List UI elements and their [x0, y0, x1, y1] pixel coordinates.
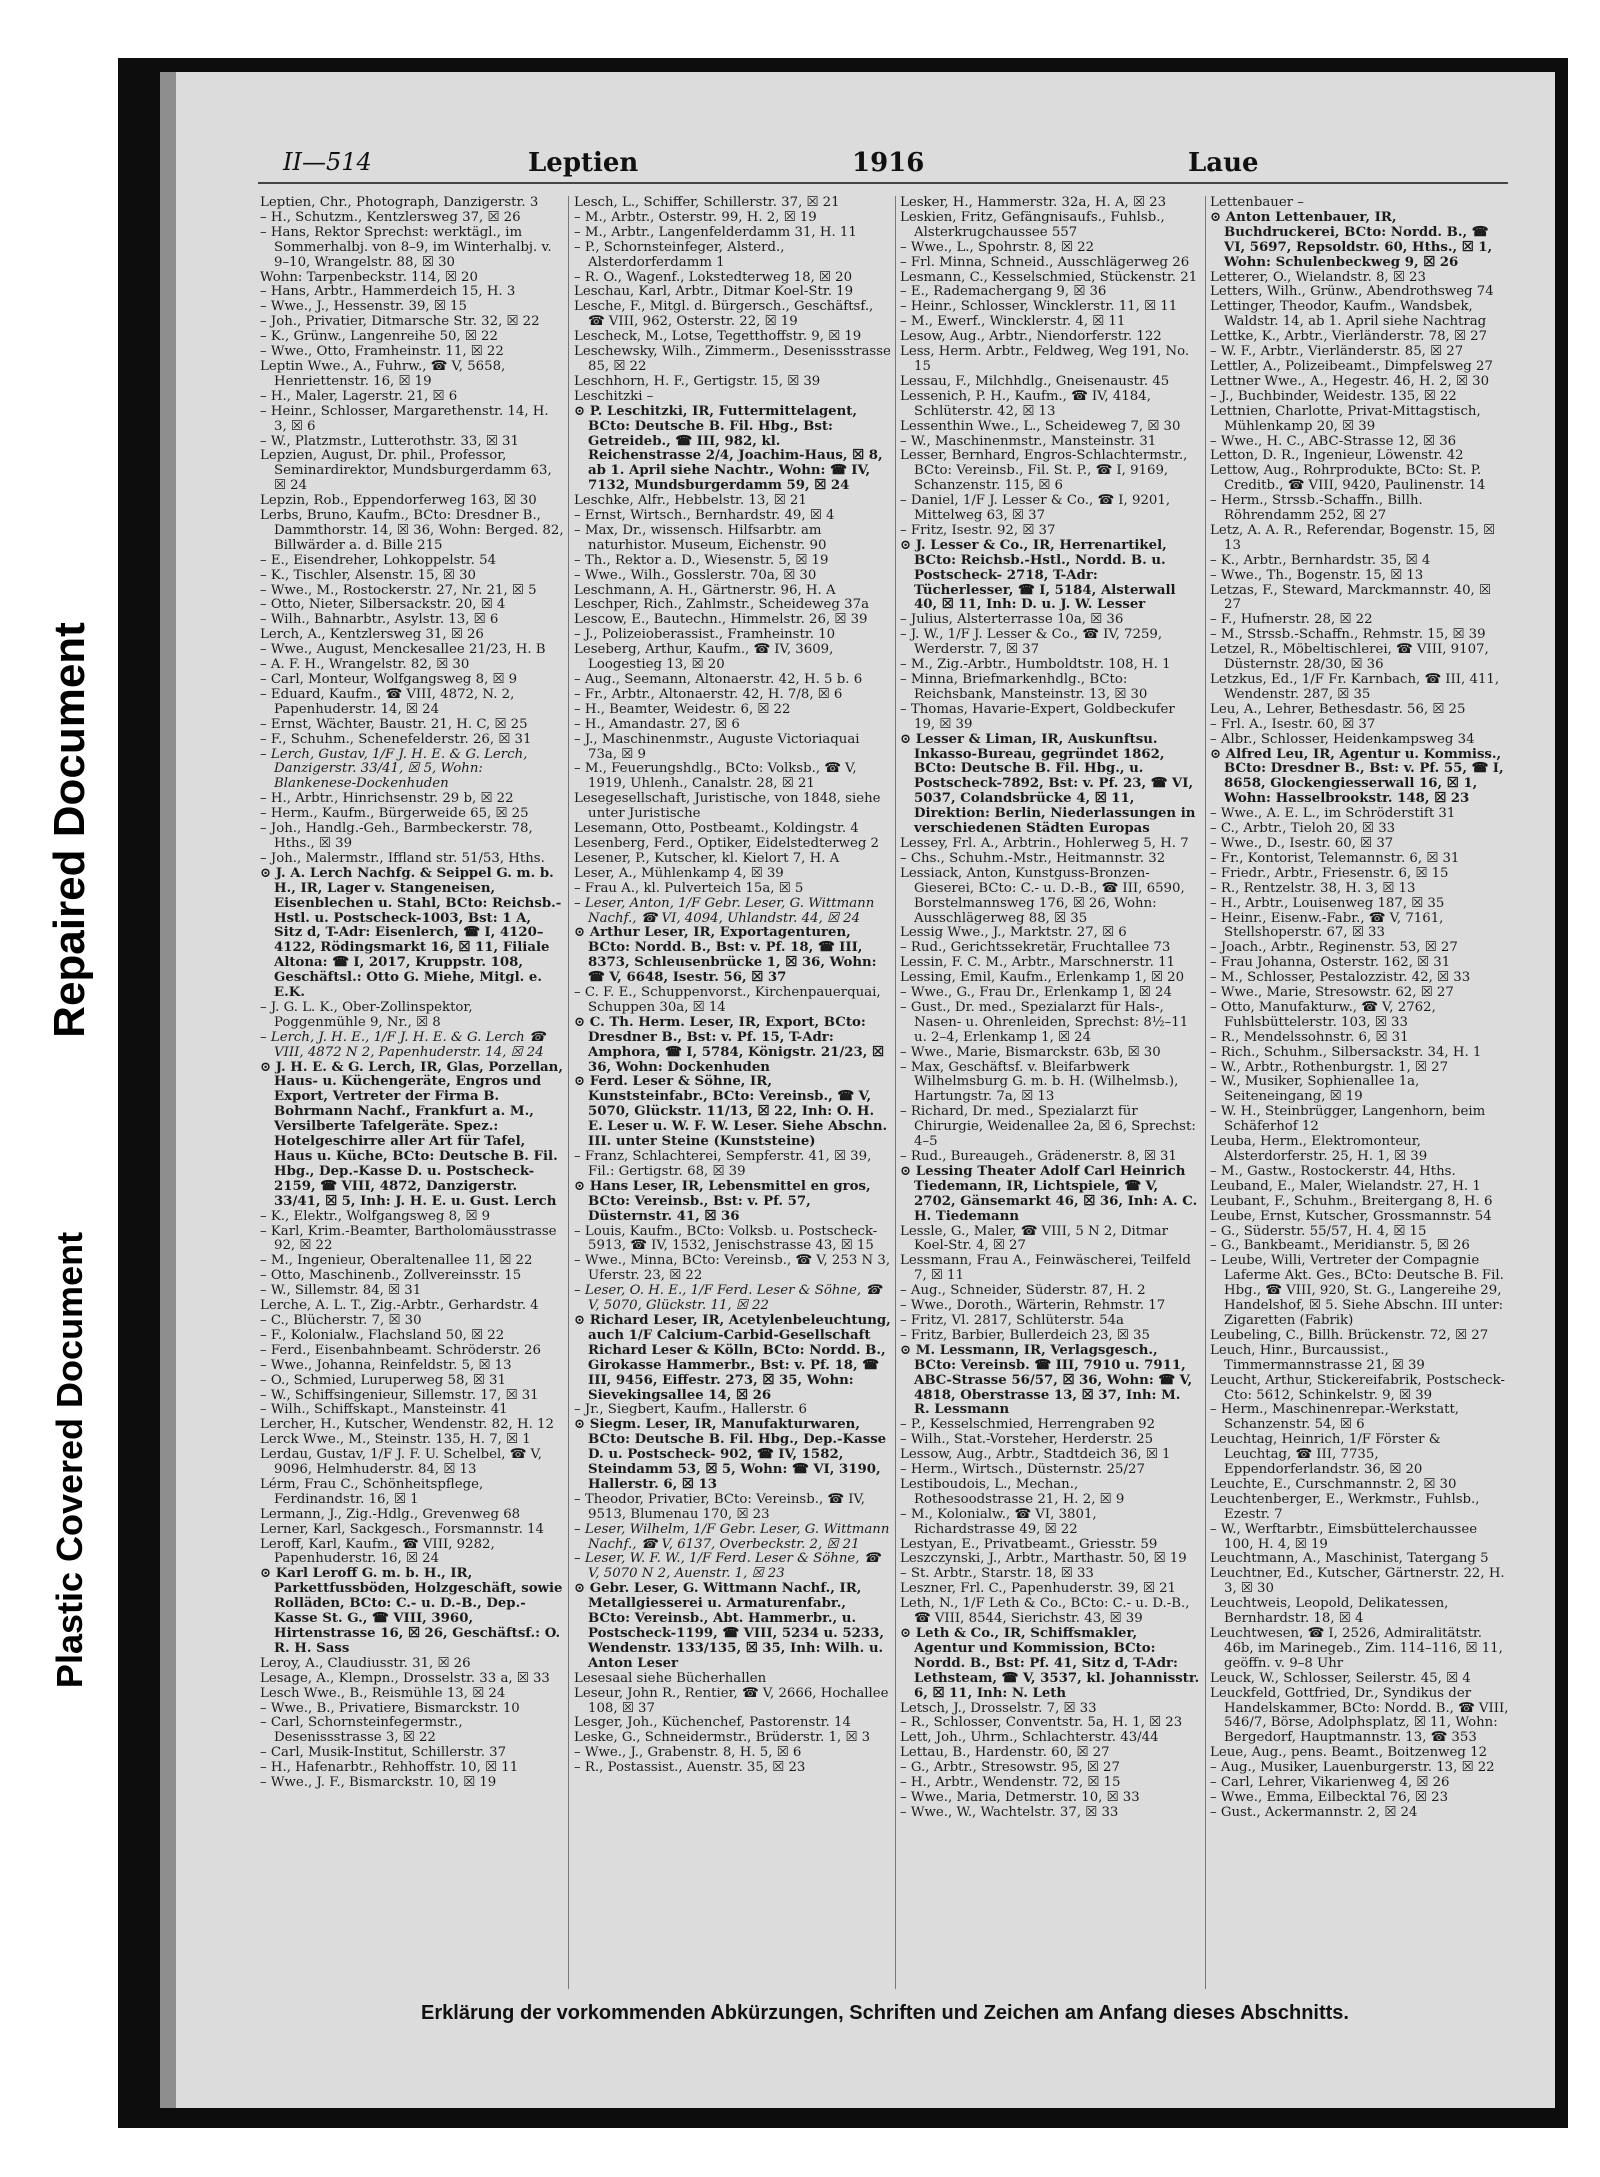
directory-entry: ⊙ Lessing Theater Adolf Carl Heinrich Tiedemann, IR, Lichtspiele, ☎ V, 2702, Gänsemarkt 46, ☒ 36, Inh: A. C. H. Tiedemann	[900, 1163, 1198, 1224]
repaired-document-label: Repaired Document	[45, 622, 94, 1038]
directory-entry: – Julius, Alsterterrasse 10a, ☒ 36	[900, 612, 1124, 628]
directory-entry: Lerche, A. L. T., Zig.-Arbtr., Gerhardstr. 4	[260, 1298, 539, 1314]
directory-entry: – K., Arbtr., Bernhardstr. 35, ☒ 4	[1210, 552, 1431, 568]
directory-entry: – R. O., Wagenf., Lokstedterweg 18, ☒ 20	[574, 269, 853, 285]
directory-entry: – M., Zig.-Arbtr., Humboldtstr. 108, H. 1	[900, 657, 1171, 673]
directory-entry: – Joach., Arbtr., Reginenstr. 53, ☒ 27	[1210, 940, 1458, 956]
directory-entry: – Heinr., Schlosser, Wincklerstr. 11, ☒ 11	[900, 299, 1178, 315]
directory-entry: – Joh., Privatier, Ditmarsche Str. 32, ☒ 22	[260, 314, 540, 330]
directory-entry: Lessig Wwe., J., Marktstr. 27, ☒ 6	[900, 925, 1127, 941]
directory-entry: Leuchte, E., Curschmannstr. 2, ☒ 30	[1210, 1476, 1457, 1492]
directory-entry: Lettke, K., Arbtr., Vierländerstr. 78, ☒ 27	[1210, 329, 1488, 345]
directory-entry: – Wilh., Stat.-Vorsteher, Herderstr. 25	[900, 1432, 1154, 1448]
directory-entry: Lessiack, Anton, Kunstguss-Bronzen-Gieserei, BCto: C.- u. D.-B., ☎ III, 6590, Borstelmannsweg 176, ☒ 26, Wohn: Ausschlägerweg 88, ☒ 35	[900, 865, 1185, 926]
directory-entry: – M., Kolonialw., ☎ VI, 3801, Richardstrasse 49, ☒ 22	[900, 1506, 1097, 1537]
directory-entry: – Joh., Malermstr., Iffland str. 51/53, Hths.	[260, 850, 545, 866]
directory-entry: – Wwe., H. C., ABC-Strasse 12, ☒ 36	[1210, 433, 1457, 449]
directory-entry: – Aug., Schneider, Süderstr. 87, H. 2	[900, 1283, 1146, 1299]
directory-entry: Leskien, Fritz, Gefängnisaufs., Fuhlsb., Alsterkrugchaussee 557	[900, 209, 1165, 240]
directory-entry: – Ernst, Wirtsch., Bernhardstr. 49, ☒ 4	[574, 508, 835, 524]
directory-entry: – H., Schutzm., Kentzlersweg 37, ☒ 26	[260, 209, 521, 225]
directory-entry: – Leser, Wilhelm, 1/F Gebr. Leser, G. Wittmann Nachf., ☎ V, 6137, Overbeckstr. 2, ☒ 21	[574, 1521, 890, 1552]
directory-entry: – Fritz, Barbier, Bullerdeich 23, ☒ 35	[900, 1327, 1150, 1343]
directory-entry: – F., Schuhm., Schenefelderstr. 26, ☒ 31	[260, 731, 532, 747]
directory-entry: Leu, A., Lehrer, Bethesdastr. 56, ☒ 25	[1210, 701, 1466, 717]
directory-entry: – Wilh., Schiffskapt., Mansteinstr. 41	[260, 1402, 508, 1418]
directory-entry: Leuck, W., Schlosser, Seilerstr. 45, ☒ 4	[1210, 1670, 1471, 1686]
directory-entry: Lettinger, Theodor, Kaufm., Wandsbek, Waldstr. 14, ab 1. April siehe Nachtrag	[1210, 299, 1487, 330]
directory-entry: Lesegesellschaft, Juristische, von 1848, siehe unter Juristische	[574, 791, 881, 822]
directory-entry: Lerbs, Bruno, Kaufm., BCto: Dresdner B., Dammthorstr. 14, ☒ 36, Wohn: Berged. 82, Billwärder a. d. Bille 215	[260, 508, 564, 553]
directory-entry: – Wwe., W., Wachtelstr. 37, ☒ 33	[900, 1804, 1119, 1820]
directory-entry: Lesow, Aug., Arbtr., Niendorferstr. 122	[900, 329, 1162, 345]
directory-entry: – H., Arbtr., Hinrichsenstr. 29 b, ☒ 22	[260, 791, 514, 807]
directory-entry: Leuba, Herm., Elektromonteur, Alsterdorferstr. 25, H. 1, ☒ 39	[1210, 1134, 1428, 1164]
directory-entry: – Ferd., Eisenbahnbeamt. Schröderstr. 26	[260, 1342, 541, 1358]
directory-entry: Leszner, Frl. C., Papenhuderstr. 39, ☒ 21	[900, 1581, 1177, 1597]
directory-entry: Leuchtenberger, E., Werkmstr., Fuhlsb., Ezestr. 7	[1210, 1491, 1480, 1522]
directory-entry: Leth, N., 1/F Leth & Co., BCto: C.- u. D.-B., ☎ VIII, 8544, Sierichstr. 43, ☒ 39	[900, 1596, 1190, 1627]
directory-entry: ⊙ M. Lessmann, IR, Verlagsgesch., BCto: Vereinsb. ☎ III, 7910 u. 7911, ABC-Strasse 56/57, ☒ 36, Wohn: ☎ V, 4818, Oberstrasse 13, ☒ 37, Inh: M. R. Lessmann	[900, 1342, 1193, 1418]
directory-entry: Lettnien, Charlotte, Privat-Mittagstisch, Mühlenkamp 20, ☒ 39	[1210, 403, 1481, 434]
directory-entry: – M., Arbtr., Osterstr. 99, H. 2, ☒ 19	[574, 209, 817, 225]
directory-entry: – H., Amandastr. 27, ☒ 6	[574, 716, 740, 732]
directory-entry: Leseberg, Arthur, Kaufm., ☎ IV, 3609, Loogestieg 13, ☒ 20	[574, 642, 834, 673]
directory-entry: ⊙ Richard Leser, IR, Acetylenbeleuchtung, auch 1/F Calcium-Carbid-Gesellschaft Richard Leser & Kölln, BCto: Nordd. B., Girokasse Hammerbr., Bst: v. Pf. 18, ☎ III, 9456, Eiffestr. 273, ☒ 35, Wohn: Sievekingsallee 14, ☒ 26	[574, 1312, 891, 1403]
directory-entry: – G., Süderstr. 55/57, H. 4, ☒ 15	[1210, 1223, 1427, 1239]
directory-entry: – J., Maschinenmstr., Auguste Victoriaquai 73a, ☒ 9	[574, 731, 860, 762]
directory-entry: – Wwe., Marie, Stresowstr. 62, ☒ 27	[1210, 985, 1454, 1001]
directory-entry: – Eduard, Kaufm., ☎ VIII, 4872, N. 2, Papenhuderstr. 14, ☒ 24	[260, 686, 515, 717]
directory-entry: – Herm., Strssb.-Schaffn., Billh. Röhrendamm 252, ☒ 27	[1210, 493, 1423, 524]
directory-entry: – P., Kesselschmied, Herrengraben 92	[900, 1417, 1156, 1433]
directory-entry: – Herm., Wirtsch., Düsternstr. 25/27	[900, 1462, 1145, 1478]
directory-entry: – H., Arbtr., Wendenstr. 72, ☒ 15	[900, 1775, 1121, 1791]
directory-entry: – Wwe., Th., Bogenstr. 15, ☒ 13	[1210, 567, 1424, 583]
directory-entry: Leuband, E., Maler, Wielandstr. 27, H. 1	[1210, 1178, 1481, 1194]
directory-entry: – P., Schornsteinfeger, Alsterd., Alsterdorferdamm 1	[574, 239, 785, 270]
directory-entry: – Rud., Bureaugeh., Grädenerstr. 8, ☒ 31	[900, 1149, 1177, 1164]
directory-entry: – E., Rademachergang 9, ☒ 36	[900, 284, 1107, 300]
directory-entry: Lestiboudois, L., Mechan., Rothesoodstrasse 21, H. 2, ☒ 9	[900, 1476, 1125, 1507]
directory-entry: Lessey, Frl. A., Arbtrin., Hohlerweg 5, H. 7	[900, 835, 1189, 851]
directory-entry: – H., Hafenarbtr., Rehhoffstr. 10, ☒ 11	[260, 1760, 519, 1776]
column-4	[1210, 196, 1510, 1989]
directory-entry: Leubant, F., Schuhm., Breitergang 8, H. 6	[1210, 1193, 1493, 1209]
directory-entry: – Carl, Lehrer, Vikarienweg 4, ☒ 26	[1210, 1775, 1450, 1791]
directory-entry: – Fritz, Vl. 2817, Schlüterstr. 54a	[900, 1312, 1124, 1328]
directory-entry: – Max, Dr., wissensch. Hilfsarbtr. am naturhistor. Museum, Eichenstr. 90	[574, 522, 827, 553]
directory-entry: Letzas, F., Steward, Marckmannstr. 40, ☒ 27	[1210, 582, 1491, 613]
directory-entry: – Jr., Siegbert, Kaufm., Hallerstr. 6	[574, 1402, 807, 1418]
directory-entry: – Carl, Monteur, Wolfgangsweg 8, ☒ 9	[260, 672, 518, 687]
directory-entry: ⊙ J. H. E. & G. Lerch, IR, Glas, Porzellan, Haus- u. Küchengeräte, Engros und Export, Vertreter der Firma B. Bohrmann Nachf., Frankfurt a. M., Versilberte Tafelgeräte. Spez.: Hotelgeschirre aller Art für Tafel, Haus u. Küche, BCto: Deutsche B. Fil. Hbg., Dep.-Kasse D. u. Postscheck- 2159, ☎ VIII, 4872, Danzigerstr. 33/41, ☒ 5, Inh: J. H. E. u. Gust. Lerch	[260, 1059, 563, 1209]
directory-entry: – W., Maschinenmstr., Mansteinstr. 31	[900, 433, 1157, 449]
directory-entry: Leschewsky, Wilh., Zimmerm., Desenissstrasse 85, ☒ 22	[574, 344, 891, 374]
directory-entry: Lerdau, Gustav, 1/F J. F. U. Schelbel, ☎ V, 9096, Helmhuderstr. 84, ☒ 13	[260, 1447, 542, 1478]
directory-entry: ⊙ Siegm. Leser, IR, Manufakturwaren, BCto: Deutsche B. Fil. Hbg., Dep.-Kasse D. u. Postscheck- 902, ☎ IV, 1582, Steindamm 53, ☒ 5, Wohn: ☎ VI, 3190, Hallerstr. 6, ☒ 13	[574, 1417, 887, 1492]
directory-entry: Leubeling, C., Billh. Brückenstr. 72, ☒ 27	[1210, 1327, 1489, 1343]
column-3	[900, 196, 1200, 1989]
directory-entry: – Rud., Gerichtssekretär, Fruchtallee 73	[900, 940, 1171, 956]
directory-entry: – Wwe., Emma, Eilbecktal 76, ☒ 23	[1210, 1789, 1449, 1805]
directory-entry: – Ernst, Wächter, Baustr. 21, H. C, ☒ 25	[260, 716, 528, 732]
directory-entry: Leschau, Karl, Arbtr., Ditmar Koel-Str. 19	[574, 284, 854, 300]
directory-entry: – K., Elektr., Wolfgangsweg 8, ☒ 9	[260, 1208, 491, 1224]
directory-entry: Leube, Ernst, Kutscher, Grossmannstr. 54	[1210, 1208, 1492, 1224]
directory-entry: – R., Rentzelstr. 38, H. 3, ☒ 13	[1210, 880, 1416, 896]
header-rule	[258, 182, 1508, 184]
directory-entry: – W. H., Steinbrügger, Langenhorn, beim Schäferhof 12	[1210, 1104, 1486, 1135]
directory-entry: ⊙ Lesser & Liman, IR, Auskunftsu. Inkasso-Bureau, gegründet 1862, BCto: Deutsche B. Fil. Hbg., u. Postscheck-7892, Bst: v. Pf. 23, ☎ VI, 5037, Colandsbrücke 4, ☒ 11, Direktion: Berlin, Niederlassungen in verschiedenen Städten Europas	[900, 731, 1196, 837]
column-1	[260, 196, 564, 1989]
directory-entry: Letsch, J., Drosselstr. 7, ☒ 33	[900, 1700, 1097, 1716]
directory-entry: – Wilh., Bahnarbtr., Asylstr. 13, ☒ 6	[260, 612, 499, 628]
directory-entry: Lérm, Frau C., Schönheitspflege, Ferdinandstr. 16, ☒ 1	[260, 1476, 484, 1507]
page-number: II—514	[283, 148, 372, 176]
column-divider	[895, 196, 896, 1989]
directory-entry: Lesenberg, Ferd., Optiker, Eidelstedterweg 2	[574, 835, 880, 851]
directory-entry: Lessow, Aug., Arbtr., Stadtdeich 36, ☒ 1	[900, 1447, 1171, 1463]
directory-entry: Lessing, Emil, Kaufm., Erlenkamp 1, ☒ 20	[900, 970, 1185, 986]
directory-entry: – W., Musiker, Sophienallee 1a, Seiteneingang, ☒ 19	[1210, 1074, 1420, 1105]
directory-entry: – Carl, Musik-Institut, Schillerstr. 37	[260, 1745, 507, 1761]
directory-entry: Lessin, F. C. M., Arbtr., Marschnerstr. 11	[900, 955, 1176, 971]
directory-entry: Letters, Wilh., Grünw., Abendrothsweg 74	[1210, 284, 1494, 300]
directory-entry: Leroy, A., Claudiusstr. 31, ☒ 26	[260, 1655, 471, 1671]
directory-entry: – Carl, Schornsteinfegermstr., Desenissstrasse 3, ☒ 22	[260, 1715, 463, 1746]
directory-entry: Lettow, Aug., Rohrprodukte, BCto: St. P. Creditb., ☎ VIII, 9420, Paulinenstr. 14	[1210, 463, 1486, 494]
directory-entry: Leschmann, A. H., Gärtnerstr. 96, H. A	[574, 582, 836, 598]
directory-entry: ⊙ Leth & Co., IR, Schiffsmakler, Agentur und Kommission, BCto: Nordd. B., Bst: Pf. 41, Sitz d, T-Adr: Lethsteam, ☎ V, 3537, kl. Johannisstr. 6, ☒ 11, Inh: N. Leth	[900, 1626, 1200, 1701]
column-divider	[1205, 196, 1206, 1989]
directory-entry: – H., Maler, Lagerstr. 21, ☒ 6	[260, 388, 458, 404]
directory-entry: – Gust., Dr. med., Spezialarzt für Hals-, Nasen- u. Ohrenleiden, Sprechst: 8½–11 u. 2–4, Erlenkamp 1, ☒ 24	[900, 999, 1189, 1045]
directory-entry: ⊙ Anton Lettenbauer, IR, Buchdruckerei, BCto: Nordd. B., ☎ VI, 5697, Repsoldstr. 60, Hths., ☒ 1, Wohn: Schulenbeckweg 9, ☒ 26	[1210, 209, 1493, 270]
directory-entry: Lesmann, C., Kesselschmied, Stückenstr. 21	[900, 269, 1198, 285]
directory-entry: Lermann, J., Zig.-Hdlg., Grevenweg 68	[260, 1506, 521, 1522]
directory-entry: – Herm., Kaufm., Bürgerweide 65, ☒ 25	[260, 806, 529, 822]
directory-entry: – Wwe., J. F., Bismarckstr. 10, ☒ 19	[260, 1775, 497, 1791]
directory-entry: Lettler, A., Polizeibeamt., Dimpfelsweg 27	[1210, 358, 1493, 374]
directory-entry: Letz, A. A. R., Referendar, Bogenstr. 15, ☒ 13	[1210, 522, 1496, 553]
directory-entry: – Gust., Ackermannstr. 2, ☒ 24	[1210, 1804, 1418, 1820]
directory-entry: – Minna, Briefmarkenhdlg., BCto: Reichsbank, Mansteinstr. 13, ☒ 30	[900, 672, 1148, 702]
directory-entry: Leroff, Karl, Kaufm., ☎ VIII, 9282, Papenhuderstr. 16, ☒ 24	[260, 1536, 495, 1567]
directory-entry: Letzel, R., Möbeltischlerei, ☎ VIII, 9107, Düsternstr. 28/30, ☒ 36	[1210, 642, 1489, 673]
directory-entry: – Wwe., Wilh., Gosslerstr. 70a, ☒ 30	[574, 567, 817, 583]
directory-entry: – O., Schmied, Luruperweg 58, ☒ 31	[260, 1372, 506, 1388]
directory-entry: – R., Schlosser, Conventstr. 5a, H. 1, ☒ 23	[900, 1715, 1183, 1731]
directory-entry: – Fr., Arbtr., Altonaerstr. 42, H. 7/8, ☒ 6	[574, 686, 843, 702]
directory-entry: Lessmann, Frau A., Feinwäscherei, Teilfeld 7, ☒ 11	[900, 1253, 1191, 1284]
directory-entry: – C. F. E., Schuppenvorst., Kirchenpauerquai, Schuppen 30a, ☒ 14	[574, 985, 881, 1015]
directory-entry: Lescheck, M., Lotse, Tegetthoffstr. 9, ☒ 19	[574, 329, 862, 345]
directory-entry: Leseur, John R., Rentier, ☎ V, 2666, Hochallee 108, ☒ 37	[574, 1685, 889, 1716]
directory-entry: – Max, Geschäftsf. v. Bleifarbwerk Wilhelmsburg G. m. b. H. (Wilhelmsb.), Hartungstr. 7a, ☒ 13	[900, 1059, 1179, 1105]
directory-entry: ⊙ C. Th. Herm. Leser, IR, Export, BCto: Dresdner B., Bst: v. Pf. 15, T-Adr: Amphora, ☎ I, 5784, Königstr. 21/23, ☒ 36, Wohn: Dockenhuden	[574, 1014, 884, 1075]
directory-entry: – Otto, Maschinenb., Zollvereinsstr. 15	[260, 1268, 522, 1284]
directory-entry: – C., Blücherstr. 7, ☒ 30	[260, 1312, 422, 1328]
directory-entry: Lescow, E., Bautechn., Himmelstr. 26, ☒ 39	[574, 612, 868, 628]
directory-entry: – Otto, Nieter, Silbersackstr. 20, ☒ 4	[260, 597, 506, 613]
directory-entry: Leschke, Alfr., Hebbelstr. 13, ☒ 21	[574, 493, 807, 509]
directory-entry: Lepzien, August, Dr. phil., Professor, Seminardirektor, Mundsburgerdamm 63, ☒ 24	[260, 448, 552, 494]
directory-entry: – Leser, O. H. E., 1/F Ferd. Leser & Söhne, ☎ V, 5070, Glückstr. 11, ☒ 22	[574, 1283, 882, 1314]
directory-entry: – K., Tischler, Alsenstr. 15, ☒ 30	[260, 567, 476, 583]
directory-entry: – Fritz, Isestr. 92, ☒ 37	[900, 522, 1056, 538]
directory-entry: Leuchtmann, A., Maschinist, Tatergang 5	[1210, 1551, 1489, 1567]
directory-entry: – M., Schlosser, Pestalozzistr. 42, ☒ 33	[1210, 970, 1471, 986]
directory-entry: – Daniel, 1/F J. Lesser & Co., ☎ I, 9201, Mittelweg 63, ☒ 37	[900, 493, 1171, 524]
directory-entry: Lesser, Bernhard, Engros-Schlachtermstr., BCto: Vereinsb., Fil. St. P., ☎ I, 9169, Schanzenstr. 115, ☒ 6	[900, 448, 1188, 494]
directory-entry: – Chs., Schuhm.-Mstr., Heitmannstr. 32	[900, 850, 1166, 866]
directory-entry: – M., Strssb.-Schaffn., Rehmstr. 15, ☒ 39	[1210, 627, 1486, 643]
directory-entry: – Fr., Kontorist, Telemannstr. 6, ☒ 31	[1210, 850, 1460, 866]
directory-entry: – H., Beamter, Weidestr. 6, ☒ 22	[574, 701, 791, 717]
directory-entry: Lepzin, Rob., Eppendorferweg 163, ☒ 30	[260, 493, 537, 509]
directory-entry: – Joh., Handlg.-Geh., Barmbeckerstr. 78, Hths., ☒ 39	[260, 821, 533, 851]
directory-entry: Wohn: Tarpenbeckstr. 114, ☒ 20	[260, 269, 478, 285]
directory-entry: – A. F. H., Wrangelstr. 82, ☒ 30	[260, 657, 470, 673]
directory-entry: Leptin Wwe., A., Fuhrw., ☎ V, 5658, Henriettenstr. 16, ☒ 19	[260, 358, 506, 389]
directory-entry: Lettner Wwe., A., Hegestr. 46, H. 2, ☒ 30	[1210, 373, 1490, 389]
directory-entry: – M., Ewerf., Wincklerstr. 4, ☒ 11	[900, 314, 1126, 330]
directory-entry: Lessau, F., Milchhdlg., Gneisenaustr. 45	[900, 373, 1170, 389]
directory-entry: Lesage, A., Klempn., Drosselstr. 33 a, ☒ 33	[260, 1670, 550, 1686]
directory-entry: ⊙ Gebr. Leser, G. Wittmann Nachf., IR, Metallgiesserei u. Armaturenfabr., BCto: Vereinsb., Abt. Hammerbr., u. Postscheck-1199, ☎ VIII, 5234 u. 5233, Wendenstr. 133/135, ☒ 35, Inh: Wilh. u. Anton Leser	[574, 1581, 885, 1671]
directory-entry: – Wwe., M., Rostockerstr. 27, Nr. 21, ☒ 5	[260, 582, 537, 598]
directory-entry: ⊙ J. Lesser & Co., IR, Herrenartikel, BCto: Reichsb.-Hstl., Nordd. B. u. Postscheck- 2718, T-Adr: Tücherlesser, ☎ I, 5184, Alsterwall 40, ☒ 11, Inh: D. u. J. W. Lesser	[900, 537, 1176, 613]
directory-entry: Leuchtner, Ed., Kutscher, Gärtnerstr. 22, H. 3, ☒ 30	[1210, 1566, 1505, 1597]
directory-entry: – Albr., Schlosser, Heidenkampsweg 34	[1210, 731, 1475, 747]
directory-entry: Lesker, H., Hammerstr. 32a, H. A, ☒ 23	[900, 196, 1167, 210]
directory-entry: – Wwe., August, Menckesallee 21/23, H. B	[260, 642, 546, 658]
directory-entry: – Friedr., Arbtr., Friesenstr. 6, ☒ 15	[1210, 865, 1449, 881]
directory-entry: Lesener, P., Kutscher, kl. Kielort 7, H. A	[574, 850, 840, 866]
directory-entry: – W., Sillemstr. 84, ☒ 31	[260, 1283, 422, 1299]
directory-entry: Lessenich, P. H., Kaufm., ☎ IV, 4184, Schlüterstr. 42, ☒ 13	[900, 388, 1151, 419]
directory-entry: Lesch, L., Schiffer, Schillerstr. 37, ☒ 21	[574, 196, 840, 210]
directory-entry: Leschhorn, H. F., Gertigstr. 15, ☒ 39	[574, 373, 821, 389]
directory-entry: – Wwe., Otto, Framheinstr. 11, ☒ 22	[260, 344, 504, 360]
directory-entry: Lesemann, Otto, Postbeamt., Koldingstr. 4	[574, 821, 859, 837]
directory-entry: Less, Herm. Arbtr., Feldweg, Weg 191, No. 15	[900, 344, 1190, 374]
directory-entry: – Frau Johanna, Osterstr. 162, ☒ 31	[1210, 955, 1451, 971]
directory-entry: – J. G. L. K., Ober-Zollinspektor, Poggenmühle 9, Nr., ☒ 8	[260, 999, 473, 1030]
column-2	[574, 196, 892, 1989]
directory-entry: ⊙ Hans Leser, IR, Lebensmittel en gros, BCto: Vereinsb., Bst: v. Pf. 57, Düsternstr. 41, ☒ 36	[574, 1178, 871, 1224]
directory-entry: – Leube, Willi, Vertreter der Compagnie Laferme Akt. Ges., BCto: Deutsche B. Fil. Hbg., ☎ VIII, 920, St. G., Langereihe 29, Handelshof, ☒ 5. Siehe Abschn. III unter: Zigaretten (Fabrik)	[1210, 1253, 1504, 1328]
directory-entry: – Herm., Maschinenrepar.-Werkstatt, Schanzenstr. 54, ☒ 6	[1210, 1402, 1460, 1433]
directory-entry: – Aug., Seemann, Altonaerstr. 42, H. 5 b. 6	[574, 672, 863, 687]
directory-entry: ⊙ Alfred Leu, IR, Agentur u. Kommiss., BCto: Dresdner B., Bst: v. Pf. 55, ☎ I, 8658, Glockengiesserwall 16, ☒ 1, Wohn: Hasselbrookstr. 148, ☒ 23	[1210, 746, 1504, 807]
header-year: 1916	[852, 148, 925, 178]
directory-entry: – Louis, Kaufm., BCto: Volksb. u. Postscheck- 5913, ☎ IV, 1532, Jenischstrasse 43, ☒ 15	[574, 1223, 878, 1254]
directory-entry: – Wwe., J., Hessenstr. 39, ☒ 15	[260, 299, 467, 315]
directory-entry: – Franz, Schlachterei, Sempferstr. 41, ☒ 39, Fil.: Gertigstr. 68, ☒ 39	[574, 1149, 872, 1179]
directory-entry: Leuckfeld, Gottfried, Dr., Syndikus der Handelskammer, BCto: Nordd. B., ☎ VIII, 546/7, Börse, Adolphsplatz, ☒ 11, Wohn: Bergedorf, Hauptmannstr. 13, ☎ 353	[1210, 1685, 1509, 1746]
directory-entry: – G., Arbtr., Stresowstr. 95, ☒ 27	[900, 1760, 1120, 1776]
directory-entry: – M., Ingenieur, Oberaltenallee 11, ☒ 22	[260, 1253, 533, 1269]
directory-entry: ⊙ Arthur Leser, IR, Exportagenturen, BCto: Nordd. B., Bst: v. Pf. 18, ☎ III, 8373, Schleusenbrücke 1, ☒ 36, Wohn: ☎ V, 6648, Isestr. 56, ☒ 37	[574, 925, 877, 986]
directory-entry: – F., Hufnerstr. 28, ☒ 22	[1210, 612, 1373, 628]
directory-entry: Lessle, G., Maler, ☎ VIII, 5 N 2, Ditmar Koel-Str. 4, ☒ 27	[900, 1223, 1168, 1254]
directory-entry: – Frl. Minna, Schneid., Ausschlägerweg 26	[900, 254, 1190, 270]
directory-entry: – Richard, Dr. med., Spezialarzt für Chirurgie, Weidenallee 2a, ☒ 6, Sprechst: 4–5	[900, 1104, 1196, 1150]
header-first-name: Leptien	[528, 148, 639, 178]
directory-entry: – Wwe., G., Frau Dr., Erlenkamp 1, ☒ 24	[900, 985, 1172, 1001]
directory-entry: – W. F., Arbtr., Vierländerstr. 85, ☒ 27	[1210, 344, 1464, 360]
directory-entry: – Otto, Manufakturw., ☎ V, 2762, Fuhlsbüttelerstr. 103, ☒ 33	[1210, 999, 1436, 1030]
directory-entry: – Wwe., D., Isestr. 60, ☒ 37	[1210, 835, 1394, 851]
directory-entry: – Leser, Anton, 1/F Gebr. Leser, G. Wittmann Nachf., ☎ VI, 4094, Uhlandstr. 44, ☒ 24	[574, 895, 875, 926]
directory-entry: – J., Buchbinder, Weidestr. 135, ☒ 22	[1210, 388, 1457, 404]
page-shadow	[160, 72, 176, 2108]
directory-entry: – Wwe., J., Grabenstr. 8, H. 5, ☒ 6	[574, 1745, 802, 1761]
directory-entry: – Wwe., Minna, BCto: Vereinsb., ☎ V, 253 N 3, Uferstr. 23, ☒ 22	[574, 1253, 891, 1284]
directory-entry: – J. W., 1/F J. Lesser & Co., ☎ IV, 7259, Werderstr. 7, ☒ 37	[900, 627, 1163, 658]
directory-entry: – K., Grünw., Langenreihe 50, ☒ 22	[260, 329, 498, 345]
directory-entry: – R., Postassist., Auenstr. 35, ☒ 23	[574, 1760, 806, 1776]
abbreviation-note: Erklärung der vorkommenden Abkürzungen, Schriften und Zeichen am Anfang dieses Abschnitts.	[421, 2002, 1349, 2024]
directory-entry: Leuch, Hinr., Burcaussist., Timmermannstrasse 21, ☒ 39	[1210, 1342, 1425, 1373]
directory-entry: – Wwe., Doroth., Wärterin, Rehmstr. 17	[900, 1298, 1166, 1314]
directory-entry: – R., Mendelssohnstr. 6, ☒ 31	[1210, 1029, 1409, 1045]
directory-entry: Leske, G., Schneidermstr., Brüderstr. 1, ☒ 3	[574, 1730, 871, 1746]
directory-entry: Letzkus, Ed., 1/F Fr. Karnbach, ☎ III, 411, Wendenstr. 287, ☒ 35	[1210, 672, 1500, 702]
directory-entry: – Heinr., Eisenw.-Fabr., ☎ V, 7161, Stellshoperstr. 67, ☒ 33	[1210, 910, 1444, 941]
directory-entry: – H., Arbtr., Louisenweg 187, ☒ 35	[1210, 895, 1445, 911]
directory-entry: Lestyan, E., Privatbeamt., Griesstr. 59	[900, 1536, 1158, 1552]
directory-entry: – Heinr., Schlosser, Margarethenstr. 14, H. 3, ☒ 6	[260, 403, 549, 434]
directory-entry: Lesger, Joh., Küchenchef, Pastorenstr. 14	[574, 1715, 851, 1731]
directory-entry: – Theodor, Privatier, BCto: Vereinsb., ☎ IV, 9513, Blumenau 170, ☒ 23	[574, 1491, 865, 1522]
directory-entry: Leucht, Arthur, Stickereifabrik, Postscheck-Cto: 5612, Schinkelstr. 9, ☒ 39	[1210, 1372, 1505, 1403]
column-divider	[568, 196, 569, 1989]
directory-entry: Leschper, Rich., Zahlmstr., Scheideweg 37a	[574, 597, 870, 613]
directory-entry: Letton, D. R., Ingenieur, Löwenstr. 42	[1210, 448, 1464, 464]
directory-entry: – W., Arbtr., Rothenburgstr. 1, ☒ 27	[1210, 1059, 1449, 1075]
directory-entry: Leuchtwesen, ☎ I, 2526, Admiralitätstr. 46b, im Marinegeb., Zim. 114–116, ☒ 11, geöffn. v. 9–8 Uhr	[1210, 1626, 1503, 1671]
directory-entry: – Th., Rektor a. D., Wiesenstr. 5, ☒ 19	[574, 552, 829, 568]
directory-entry: – M., Gastw., Rostockerstr. 44, Hths.	[1210, 1163, 1456, 1179]
directory-entry: – Wwe., Johanna, Reinfeldstr. 5, ☒ 13	[260, 1357, 512, 1373]
directory-entry: – W., Platzmstr., Lutterothstr. 33, ☒ 31	[260, 433, 519, 449]
directory-entry: – Wwe., A. E. L., im Schröderstift 31	[1210, 806, 1456, 822]
directory-entry: ⊙ P. Leschitzki, IR, Futtermittelagent, BCto: Deutsche B. Fil. Hbg., Bst: Getreideb., ☎ III, 982, kl. Reichenstrasse 2/4, Joachim-Haus, ☒ 8, ab 1. April siehe Nachtr., Wohn: ☎ IV, 7132, Mundsburgerdamm 59, ☒ 24	[574, 403, 883, 494]
directory-entry: Lettau, B., Hardenstr. 60, ☒ 27	[900, 1745, 1110, 1761]
directory-entry: – Hans, Rektor Sprechst: werktägl., im Sommerhalbj. von 8–9, im Winterhalbj. v. 9–10, Wrangelstr. 88, ☒ 30	[260, 224, 552, 270]
directory-entry: – Lerch, J. H. E., 1/F J. H. E. & G. Lerch ☎ VIII, 4872 N 2, Papenhuderstr. 14, ☒ 24	[260, 1029, 546, 1060]
directory-entry: Lesesaal siehe Bücherhallen	[574, 1670, 767, 1686]
directory-entry: – Karl, Krim.-Beamter, Bartholomäusstrasse 92, ☒ 22	[260, 1223, 557, 1254]
directory-entry: Lett, Joh., Uhrm., Schlachterstr. 43/44	[900, 1730, 1159, 1746]
directory-entry: – Lerch, Gustav, 1/F J. H. E. & G. Lerch, Danzigerstr. 33/41, ☒ 5, Wohn: Blankenese-Dockenhuden	[260, 746, 528, 792]
directory-entry: Lessenthin Wwe., L., Scheideweg 7, ☒ 30	[900, 418, 1181, 434]
directory-entry: – W., Schiffsingenieur, Sillemstr. 17, ☒ 31	[260, 1387, 539, 1403]
directory-entry: ⊙ Ferd. Leser & Söhne, IR, Kunststeinfabr., BCto: Vereinsb., ☎ V, 5070, Glückstr. 11/13, ☒ 22, Inh: O. H. E. Leser u. W. F. W. Leser. Siehe Abschn. III. unter Steine (Kunststeine)	[574, 1074, 888, 1150]
directory-entry: Lerner, Karl, Sackgesch., Forsmannstr. 14	[260, 1521, 544, 1537]
directory-entry: Leschitzki –	[574, 388, 654, 404]
directory-entry: – Frl. A., Isestr. 60, ☒ 37	[1210, 716, 1376, 732]
directory-entry: Lerck Wwe., M., Steinstr. 135, H. 7, ☒ 1	[260, 1432, 531, 1448]
directory-entry: Leptien, Chr., Photograph, Danzigerstr. 3	[260, 196, 539, 210]
directory-entry: Lercher, H., Kutscher, Wendenstr. 82, H. 12	[260, 1417, 554, 1433]
directory-entry: – St. Arbtr., Starstr. 18, ☒ 33	[900, 1566, 1094, 1582]
directory-entry: – Wwe., B., Privatiere, Bismarckstr. 10	[260, 1700, 520, 1716]
directory-entry: Leuchtweis, Leopold, Delikatessen, Bernhardstr. 18, ☒ 4	[1210, 1596, 1449, 1627]
header-last-name: Laue	[1188, 148, 1259, 178]
directory-entry: – C., Arbtr., Tieloh 20, ☒ 33	[1210, 821, 1396, 837]
directory-entry: Leue, Aug., pens. Beamt., Boitzenweg 12	[1210, 1745, 1488, 1761]
directory-entry: – G., Bankbeamt., Meridianstr. 5, ☒ 26	[1210, 1238, 1470, 1254]
directory-entry: – Aug., Musiker, Lauenburgerstr. 13, ☒ 22	[1210, 1760, 1495, 1776]
directory-entry: – Wwe., L., Spohrstr. 8, ☒ 22	[900, 239, 1095, 255]
directory-entry: – Hans, Arbtr., Hammerdeich 15, H. 3	[260, 284, 516, 300]
directory-entry: – Frau A., kl. Pulverteich 15a, ☒ 5	[574, 880, 804, 896]
directory-entry: Lettenbauer –	[1210, 196, 1304, 210]
directory-entry: Leuchtag, Heinrich, 1/F Förster & Leuchtag, ☎ III, 7735, Eppendorferlandstr. 36, ☒ 20	[1210, 1432, 1441, 1478]
plastic-covered-label: Plastic Covered Document	[49, 1231, 90, 1689]
directory-entry: – Leser, W. F. W., 1/F Ferd. Leser & Söhne, ☎ V, 5070 N 2, Auenstr. 1, ☒ 23	[574, 1551, 881, 1582]
directory-entry: ⊙ J. A. Lerch Nachfg. & Seippel G. m. b. H., IR, Lager v. Stangeneisen, Eisenblechen u. Stahl, BCto: Reichsb.-Hstl. u. Postscheck-1003, Bst: 1 A, Sitz d, T-Adr: Eisenlerch, ☎ I, 4120–4122, Rödingsmarkt 16, ☒ 11, Filiale Altona: ☎ I, 2017, Kruppstr. 108, Geschäftsl.: Otto G. Miehe, Mitgl. e. E.K.	[260, 865, 562, 1001]
directory-entry: ⊙ Karl Leroff G. m. b. H., IR, Parkettfussböden, Holzgeschäft, sowie Rolläden, BCto: C.- u. D.-B., Dep.-Kasse St. G., ☎ VIII, 3960, Hirtenstrasse 16, ☒ 26, Geschäftsf.: O. R. H. Sass	[260, 1566, 563, 1656]
directory-entry: – Wwe., Maria, Detmerstr. 10, ☒ 33	[900, 1789, 1140, 1805]
directory-entry: – Wwe., Marie, Bismarckstr. 63b, ☒ 30	[900, 1044, 1161, 1060]
directory-entry: Lesche, F., Mitgl. d. Bürgersch., Geschäftsf., ☎ VIII, 962, Osterstr. 22, ☒ 19	[574, 299, 874, 330]
directory-entry: – W., Werftarbtr., Eimsbüttelerchaussee 100, H. 4, ☒ 19	[1210, 1521, 1478, 1552]
directory-entry: – Rich., Schuhm., Silbersackstr. 34, H. 1	[1210, 1044, 1482, 1060]
directory-entry: – J., Polizeioberassist., Framheinstr. 10	[574, 627, 836, 643]
directory-entry: – E., Eisendreher, Lohkoppelstr. 54	[260, 552, 497, 568]
directory-entry: Lesch Wwe., B., Reismühle 13, ☒ 24	[260, 1685, 506, 1701]
directory-entry: Lerch, A., Kentzlersweg 31, ☒ 26	[260, 627, 484, 643]
directory-entry: Leszczynski, J., Arbtr., Marthastr. 50, ☒ 19	[900, 1551, 1187, 1567]
directory-entry: – M., Feuerungshdlg., BCto: Volksb., ☎ V, 1919, Uhlenh., Canalstr. 28, ☒ 21	[574, 761, 857, 792]
directory-entry: – M., Arbtr., Langenfelderdamm 31, H. 11	[574, 224, 857, 240]
directory-entry: Letterer, O., Wielandstr. 8, ☒ 23	[1210, 269, 1426, 285]
directory-entry: Leser, A., Mühlenkamp 4, ☒ 39	[574, 865, 784, 881]
directory-entry: – Thomas, Havarie-Expert, Goldbeckufer 19, ☒ 39	[900, 701, 1175, 732]
directory-entry: – F., Kolonialw., Flachsland 50, ☒ 22	[260, 1327, 505, 1343]
